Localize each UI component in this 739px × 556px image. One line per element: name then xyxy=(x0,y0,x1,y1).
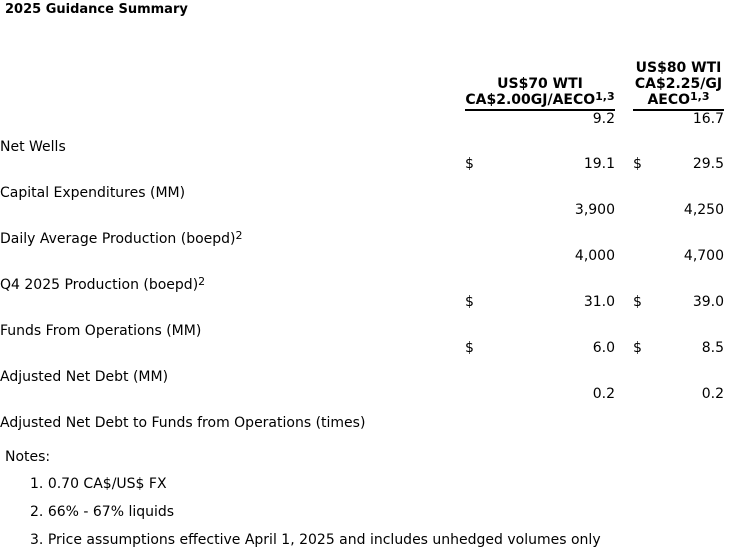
scenario-2-line-2: CA$2.25/GJ xyxy=(634,76,723,92)
column-gap xyxy=(615,386,633,432)
table-row-daily-average-production xyxy=(0,202,739,248)
currency-symbol xyxy=(633,248,653,294)
currency-symbol xyxy=(633,386,653,432)
cell-value-scenario-1: 6.0 xyxy=(592,340,615,356)
row-tail-spacer xyxy=(724,202,739,248)
table-row-capital-expenditures xyxy=(0,156,739,202)
cell-value-scenario-2: 0.2 xyxy=(701,386,724,402)
row-tail-spacer xyxy=(724,248,739,294)
cell-value-scenario-2: 29.5 xyxy=(692,156,724,172)
currency-symbol xyxy=(465,386,485,432)
note-text: 0.70 CA$/US$ FX xyxy=(47,476,167,492)
note-text: 66% - 67% liquids xyxy=(47,504,175,520)
table-row-net-wells xyxy=(0,110,739,156)
row-tail-spacer xyxy=(724,340,739,386)
cell-value-scenario-2: 4,250 xyxy=(683,202,724,218)
currency-symbol xyxy=(465,110,485,156)
scenario-1-line-2: CA$2.00GJ/AECO$^{1,3}$ xyxy=(465,90,615,108)
currency-symbol xyxy=(465,248,485,294)
note-number: 3. xyxy=(30,532,44,548)
column-gap xyxy=(615,340,633,386)
scenario-1-line-1: US$70 WTI xyxy=(497,76,583,92)
table-row-net-debt-to-ffo xyxy=(0,386,739,432)
currency-symbol: $ xyxy=(465,156,474,172)
cell-value-scenario-2: 39.0 xyxy=(692,294,724,310)
note-number: 2. xyxy=(30,504,44,520)
row-label: Q4 2025 Production (boepd)$^2$ xyxy=(0,275,206,293)
column-gap xyxy=(615,294,633,340)
column-header-scenario-2 xyxy=(633,18,724,110)
note-number: 1. xyxy=(30,476,44,492)
row-label: Adjusted Net Debt (MM) xyxy=(0,369,169,385)
column-gap xyxy=(615,156,633,202)
column-gap xyxy=(615,110,633,156)
header-gap xyxy=(615,18,633,110)
cell-value-scenario-1: 19.1 xyxy=(583,156,615,172)
note-text: Price assumptions effective April 1, 2025 and includes unhedged volumes only xyxy=(47,532,601,548)
row-label: Adjusted Net Debt to Funds from Operations (times) xyxy=(0,415,366,431)
currency-symbol: $ xyxy=(465,294,474,310)
notes-heading: Notes: xyxy=(5,449,51,465)
table-header-row xyxy=(0,18,739,110)
footnote-ref: 1,3 xyxy=(595,90,615,103)
footnote-ref: 2 xyxy=(235,229,243,242)
note-item-2 xyxy=(30,504,739,520)
table-row-q4-2025-production xyxy=(0,248,739,294)
header-tail-spacer xyxy=(724,18,739,110)
row-tail-spacer xyxy=(724,386,739,432)
currency-symbol xyxy=(633,110,653,156)
header-spacer xyxy=(0,18,465,110)
row-label: Capital Expenditures (MM) xyxy=(0,185,186,201)
table-row-adjusted-net-debt xyxy=(0,340,739,386)
cell-value-scenario-2: 8.5 xyxy=(701,340,724,356)
row-label: Funds From Operations (MM) xyxy=(0,323,202,339)
row-label: Net Wells xyxy=(0,139,66,155)
note-item-1 xyxy=(30,476,739,492)
cell-value-scenario-1: 9.2 xyxy=(592,111,615,127)
table-row-funds-from-operations xyxy=(0,294,739,340)
cell-value-scenario-1: 3,900 xyxy=(574,202,615,218)
footnote-ref: 1,3 xyxy=(690,90,710,103)
cell-value-scenario-2: 16.7 xyxy=(692,111,724,127)
column-gap xyxy=(615,202,633,248)
currency-symbol: $ xyxy=(633,294,642,310)
note-item-3 xyxy=(30,532,739,548)
cell-value-scenario-1: 31.0 xyxy=(583,294,615,310)
cell-value-scenario-1: 0.2 xyxy=(592,386,615,402)
currency-symbol xyxy=(633,202,653,248)
row-tail-spacer xyxy=(724,156,739,202)
guidance-table xyxy=(0,18,739,432)
currency-symbol xyxy=(465,202,485,248)
column-header-scenario-1 xyxy=(465,18,615,110)
footnote-ref: 2 xyxy=(198,275,206,288)
row-tail-spacer xyxy=(724,294,739,340)
cell-value-scenario-1: 4,000 xyxy=(574,248,615,264)
cell-value-scenario-2: 4,700 xyxy=(683,248,724,264)
currency-symbol: $ xyxy=(633,340,642,356)
currency-symbol: $ xyxy=(465,340,474,356)
notes-section xyxy=(0,449,739,548)
column-gap xyxy=(615,248,633,294)
page-title: 2025 Guidance Summary xyxy=(5,2,188,17)
row-label: Daily Average Production (boepd)$^2$ xyxy=(0,229,243,247)
currency-symbol: $ xyxy=(633,156,642,172)
scenario-2-line-1: US$80 WTI xyxy=(635,60,722,76)
scenario-2-line-3: AECO$^{1,3}$ xyxy=(647,90,710,108)
row-tail-spacer xyxy=(724,110,739,156)
